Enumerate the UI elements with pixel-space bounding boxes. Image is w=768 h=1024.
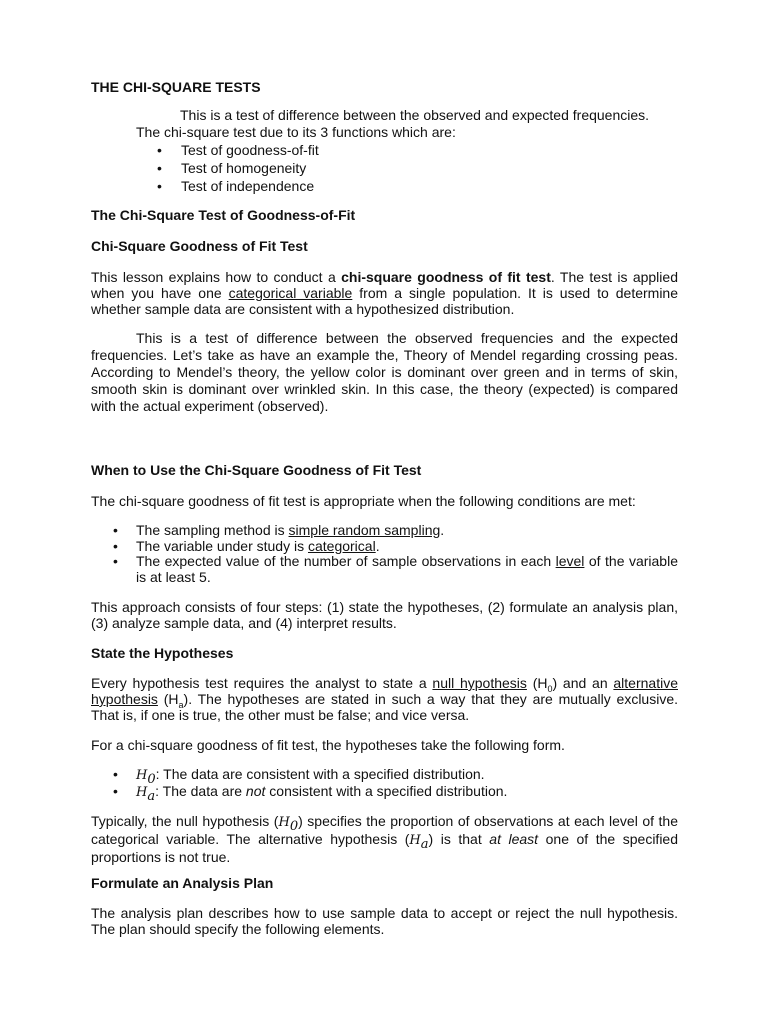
alternative-hypothesis-link[interactable]: alternative hypothesis [91, 675, 678, 707]
categorical-variable-link[interactable]: categorical variable [228, 285, 353, 301]
conditions-list [91, 523, 678, 585]
simple-random-sampling-link[interactable]: simple random sampling [288, 522, 441, 538]
list-item: • The expected value of the number of sample observations in each level of the variable is at least 5. [91, 554, 678, 585]
page-title: THE CHI-SQUARE TESTS [91, 79, 261, 95]
form-intro: For a chi-square goodness of fit test, the hypotheses take the following form. [91, 737, 565, 753]
list-item: • Test of homogeneity [136, 159, 678, 177]
hypotheses-paragraph: Every hypothesis test requires the analyst to state a null hypothesis $(H_0)$ and an alternative hypothesis $(H_a)$. The hypotheses are stated in such a way that they are mutually exclusive. That is, if one is true, the other must be false; and vice versa. [91, 675, 679, 723]
when-heading: When to Use the Chi-Square Goodness of Fit Test [91, 462, 422, 478]
mendel-paragraph: This is a test of difference between the observed frequencies and the expected frequencies. Let’s take as have an example the, Theory of Mendel regarding crossing peas. According to Mendel’s theory, the yellow color is dominant over green and in terms of skin, smooth skin is dominant over wrinkled skin. In this case, the theory (expected) is compared with the actual experiment (observed). [91, 330, 678, 414]
when-intro: The chi-square goodness of fit test is appropriate when the following conditions are met: [91, 493, 636, 509]
null-hypothesis-link[interactable]: null hypothesis [432, 675, 527, 691]
hypotheses-heading: State the Hypotheses [91, 645, 234, 661]
subheading: Chi-Square Goodness of Fit Test [91, 238, 308, 254]
plan-paragraph: The analysis plan describes how to use sample data to accept or reject the null hypothesis. The plan should specify the following elements. [91, 905, 678, 937]
hypotheses-list [91, 766, 678, 804]
list-item: • The sampling method is simple random sampling. [91, 523, 678, 539]
section-heading: The Chi-Square Test of Goodness-of-Fit [91, 207, 356, 223]
steps-paragraph: This approach consists of four steps: (1) state the hypotheses, (2) formulate an analysis plan, (3) analyze sample data, and (4) interpret results. [91, 599, 678, 631]
list-item: • Test of goodness-of-fit [136, 141, 678, 159]
functions-list [91, 141, 678, 195]
typical-paragraph: Typically, the null hypothesis $(H_0)$ specifies the proportion of observations at each level of the categorical variable. The alternative hypothesis $(H_a)$ is that at least one of the specified proportions is not true. [91, 813, 679, 865]
level-link[interactable]: level [555, 553, 585, 569]
intro-line-1: This is a test of difference between the observed and expected frequencies. [180, 107, 650, 123]
intro-line-2: The chi-square test due to its 3 functions which are: [136, 124, 456, 140]
list-item: • The variable under study is categorical. [91, 539, 678, 555]
plan-heading: Formulate an Analysis Plan [91, 875, 274, 891]
list-item: • Test of independence [136, 177, 678, 195]
categorical-link[interactable]: categorical [307, 537, 376, 554]
lesson-paragraph: This lesson explains how to conduct a chi-square goodness of fit test. The test is applied when you have one categorical variable from a single population. It is used to determine whether sample data are consistent with a hypothesized distribution. [91, 269, 678, 317]
list-item: • $H_a$: The data are not consistent with a specified distribution. [91, 784, 678, 801]
list-item: • $H_0$: The data are consistent with a specified distribution. [91, 767, 678, 784]
